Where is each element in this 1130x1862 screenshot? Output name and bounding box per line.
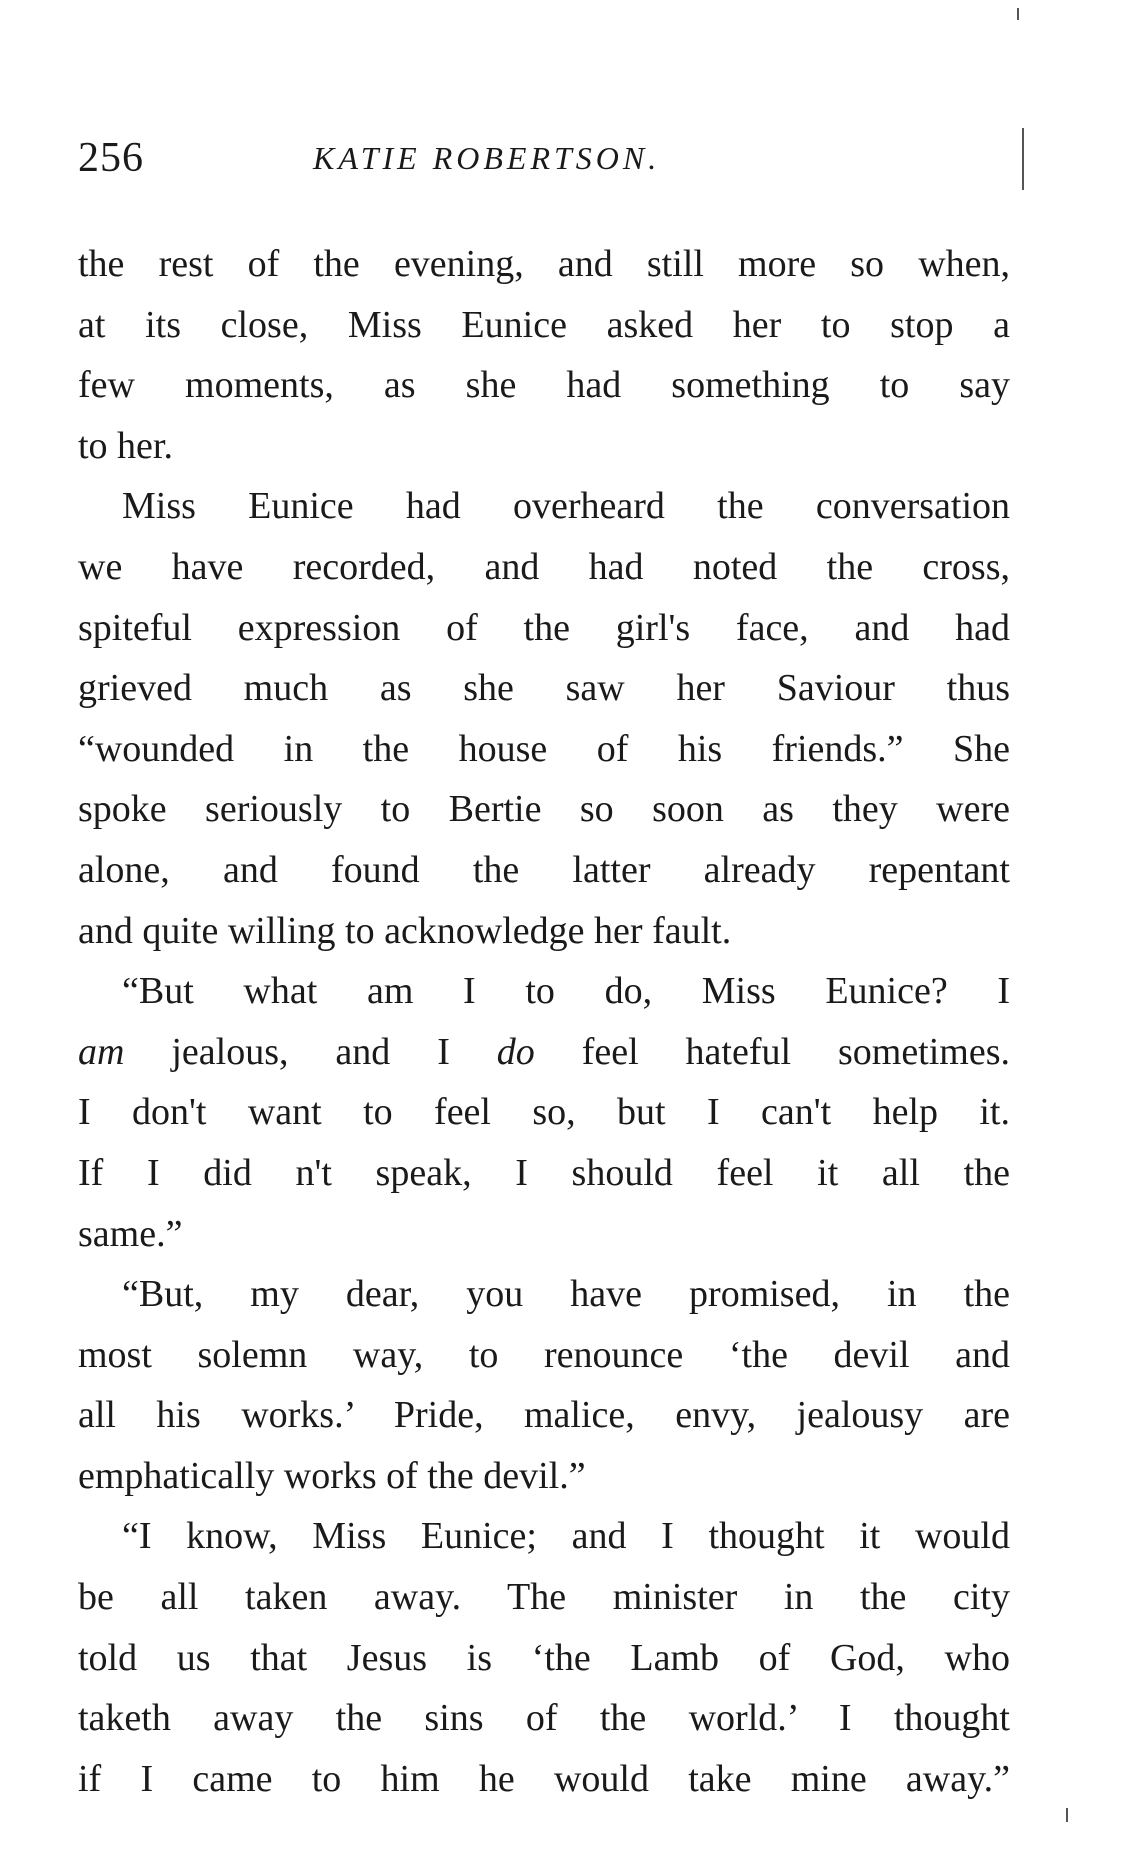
text-line: most solemn way, to renounce ‘the devil and [78, 1333, 1010, 1376]
text-line: to her. [78, 424, 173, 467]
page-header [78, 128, 1010, 188]
body-text [78, 234, 1010, 1809]
text-line: grieved much as she saw her Saviour thus [78, 667, 1010, 710]
scan-edge-mark [1022, 128, 1024, 190]
emphasis-word: do [496, 1030, 535, 1073]
text-line: emphatically works of the devil.” [78, 1454, 586, 1497]
text-line: alone, and found the latter already repentant [78, 848, 1010, 891]
text-line: the rest of the evening, and still more so when, [78, 243, 1010, 285]
text-line: “But what am I to do, Miss Eunice? I [122, 970, 1010, 1013]
paragraph-3 [78, 961, 1010, 1264]
text-line: “I know, Miss Eunice; and I thought it would [122, 1515, 1010, 1558]
text-line: we have recorded, and had noted the cross, [78, 545, 1010, 588]
text-line: be all taken away. The minister in the city [78, 1576, 1010, 1619]
text-line: Miss Eunice had overheard the conversation [122, 485, 1010, 528]
scan-edge-mark [1066, 1808, 1068, 1822]
paragraph-1 [78, 234, 1010, 476]
text-line: If I did n't speak, I should feel it all the [78, 1151, 1010, 1194]
running-title: KATIE ROBERTSON. [313, 140, 661, 176]
text-segment: jealous, and I [171, 1030, 450, 1073]
paragraph-5 [78, 1506, 1010, 1809]
text-line: same.” [78, 1212, 183, 1255]
text-line: told us that Jesus is ‘the Lamb of God, who [78, 1636, 1010, 1679]
text-line: I don't want to feel so, but I can't help it. [78, 1091, 1010, 1134]
paragraph-2 [78, 476, 1010, 961]
text-line: “wounded in the house of his friends.” She [78, 727, 1010, 770]
text-line: at its close, Miss Eunice asked her to stop a [78, 303, 1010, 346]
text-line: if I came to him he would take mine away.” [78, 1757, 1010, 1800]
text-line: taketh away the sins of the world.’ I thought [78, 1697, 1010, 1740]
text-segment: feel hateful sometimes. [581, 1030, 1011, 1073]
text-line: spoke seriously to Bertie so soon as they were [78, 788, 1010, 831]
text-line: all his works.’ Pride, malice, envy, jealousy are [78, 1394, 1010, 1437]
scan-edge-mark [1017, 8, 1019, 20]
text-line: spiteful expression of the girl's face, and had [78, 606, 1010, 649]
page-number: 256 [78, 135, 144, 181]
text-line [78, 1022, 1010, 1083]
paragraph-4 [78, 1264, 1010, 1506]
text-line: few moments, as she had something to say [78, 364, 1010, 407]
emphasis-word: am [78, 1030, 125, 1073]
text-line: and quite willing to acknowledge her fault. [78, 909, 732, 952]
text-line: “But, my dear, you have promised, in the [122, 1273, 1010, 1316]
